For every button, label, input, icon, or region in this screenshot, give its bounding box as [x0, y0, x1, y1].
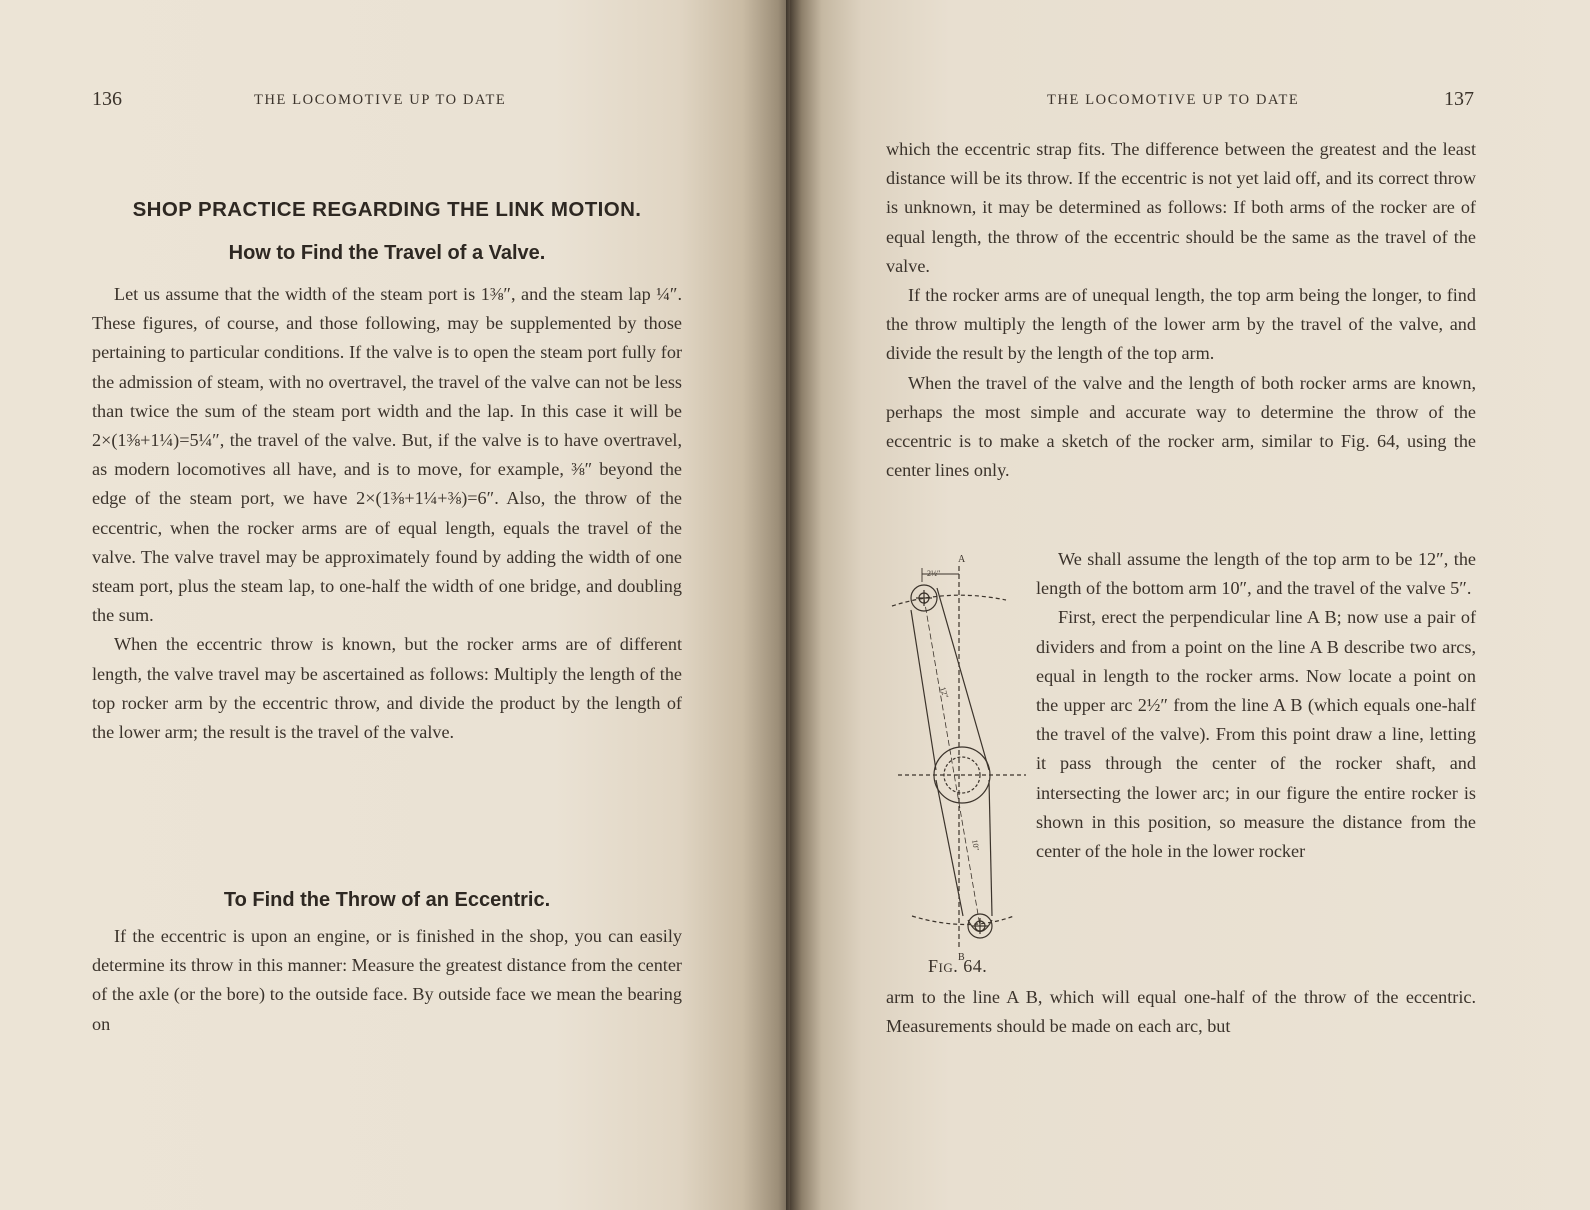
paragraph: If the rocker arms are of unequal length, the top arm being the longer, to find the throw multiply the length of the lower arm by the travel of the valve, and divide the result by the length of the top arm. [886, 285, 1476, 364]
section-title-throw-of-eccentric: To Find the Throw of an Eccentric. [223, 889, 551, 911]
rocker-arm-figure [878, 548, 1038, 988]
label-bottom-arm: 10″ [970, 838, 981, 852]
paragraph: When the eccentric throw is known, but the rocker arms are of different length, the valve travel may be ascertained as follows: Multiply the length of the top rocker arm by the eccentric throw, and divide the product by the length of the lower arm; the result is the travel of the valve. [92, 634, 682, 743]
right-bottom-body [886, 983, 1476, 1041]
figure-caption-number: 64. [963, 956, 988, 976]
label-a: A [958, 554, 966, 565]
chapter-title: SHOP PRACTICE REGARDING THE LINK MOTION. [132, 198, 642, 221]
figure-caption-prefix: Fig. [928, 956, 959, 976]
label-offset: 2½″ [927, 569, 941, 578]
paragraph: arm to the line A B, which will equal one-half of the throw of the eccentric. Measurements should be made on each arc, but [886, 987, 1476, 1037]
paragraph: Let us assume that the width of the steam port is 1⅜″, and the steam lap ¼″. These figures, of course, and those following, may be supplemented by those pertaining to particular conditions. If the valve is to open the steam port fully for the admission of steam, with no overtravel, the travel of the valve can not be less than twice the sum of the steam port width and the lap. In this case it will be 2×(1⅜+1¼)=5¼″, the travel of the valve. But, if the valve is to have overtravel, as modern locomotives all have, and is to move, for example, ⅜″ beyond the edge of the steam port, we have 2×(1⅜+1¼+⅜)=6″. Also, the throw of the eccentric, when the rocker arms are of equal length, equals the travel of the valve. The valve travel may be approximately found by adding the width of one steam port, plus the steam lap, to one-half the width of one bridge, and doubling the sum. [92, 284, 682, 626]
section-body-throw-of-eccentric [92, 922, 682, 1039]
label-top-arm: 12″ [938, 685, 951, 700]
left-page [0, 0, 790, 1210]
upper-arc [892, 595, 1006, 606]
section-body-travel-of-valve [92, 280, 682, 747]
paragraph: First, erect the perpendicular line A B; now use a pair of dividers and from a point on the line A B describe two arcs, equal in length to the rocker arms. Now locate a point on the upper arc 2½″ from the line A B (which equals one-half the travel of the valve). From this point draw a line, letting it pass through the center of the rocker shaft, and intersecting the lower arc; in our figure the entire rocker is shown in this position, so measure the distance from the center of the hole in the lower rocker [1036, 607, 1476, 862]
running-head-left: THE LOCOMOTIVE UP TO DATE [254, 92, 507, 108]
paragraph: which the eccentric strap fits. The difference between the greatest and the least distance will be its throw. If the eccentric is not yet laid off, and its correct throw is unknown, it may be determined as follows: If both arms of the rocker are of equal length, the throw of the eccentric should be the same as the travel of the valve. [886, 139, 1476, 276]
page-number-left: 136 [92, 88, 122, 110]
right-top-body [886, 135, 1476, 485]
rocker-arm-outline [911, 610, 936, 770]
section-title-travel-of-valve: How to Find the Travel of a Valve. [228, 242, 546, 264]
paragraph: We shall assume the length of the top arm to be 12″, the length of the bottom arm 10″, and the travel of the valve 5″. [1036, 549, 1476, 599]
figure-wrap-body [1036, 545, 1476, 866]
figure-caption [928, 956, 987, 977]
lower-arc [912, 916, 1014, 925]
paragraph: When the travel of the valve and the length of both rocker arms are known, perhaps the most simple and accurate way to determine the throw of the eccentric is to make a sketch of the rocker arm, similar to Fig. 64, using the center lines only. [886, 372, 1476, 481]
page-number-right: 137 [1444, 88, 1474, 110]
running-head-right: THE LOCOMOTIVE UP TO DATE [1047, 92, 1300, 108]
label-b: B [958, 952, 965, 963]
paragraph: If the eccentric is upon an engine, or is finished in the shop, you can easily determine its throw in this manner: Measure the greatest distance from the center of the axle (or the bore) to the outside face. By outside face we mean the bearing on [92, 926, 682, 1034]
